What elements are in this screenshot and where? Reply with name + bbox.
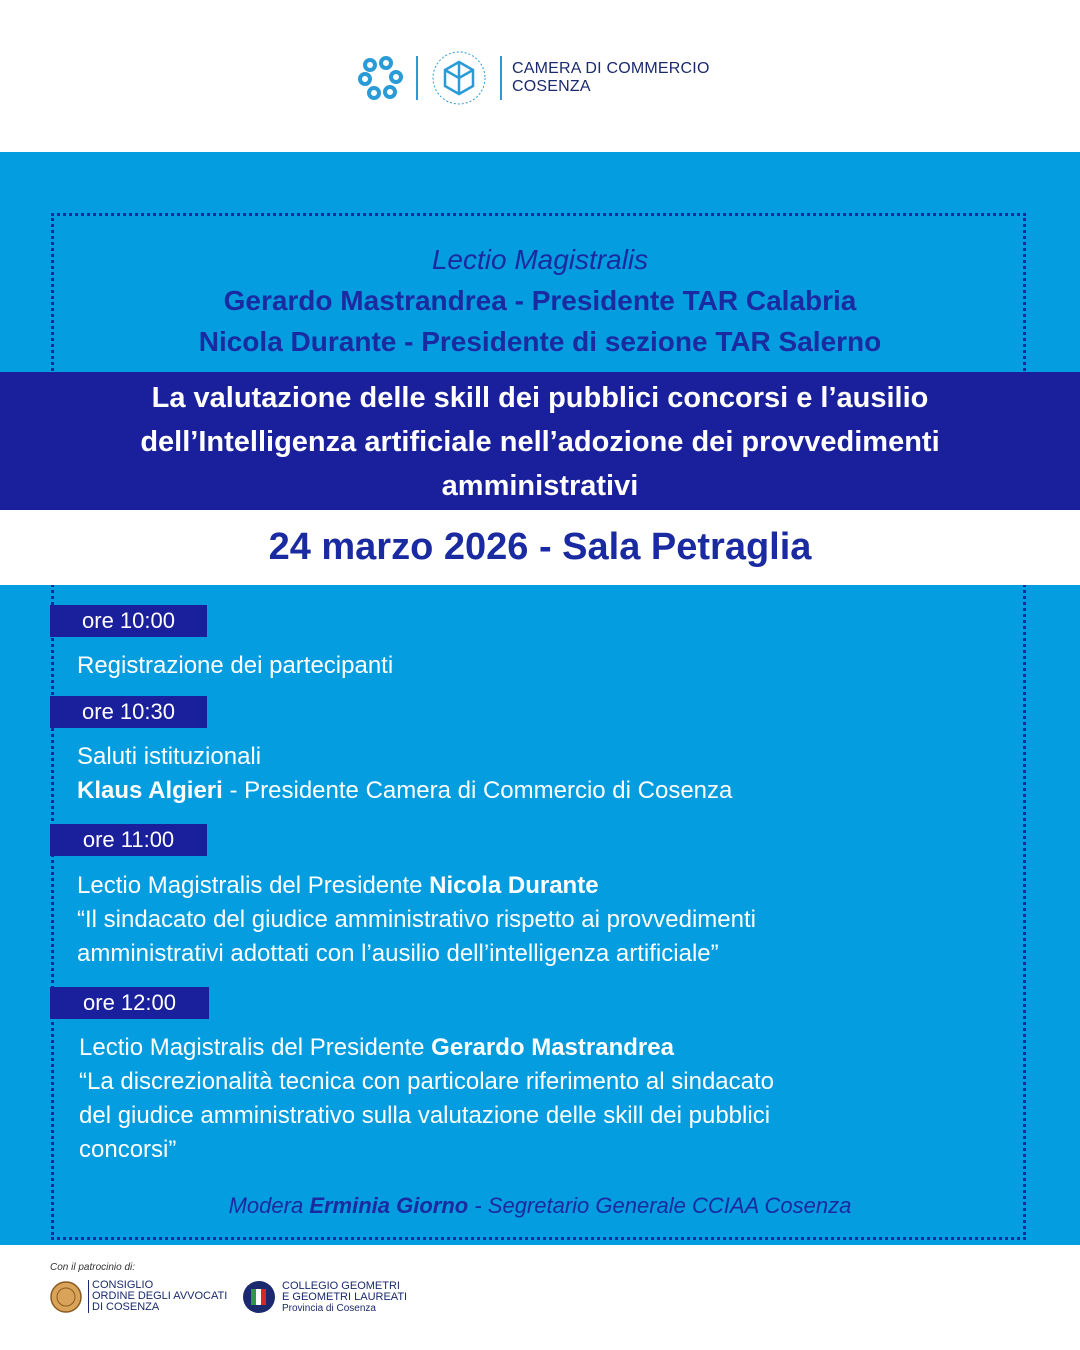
- sponsor-avvocati: [50, 1280, 227, 1313]
- schedule-text-1000: Registrazione dei partecipanti: [77, 652, 394, 679]
- greeting-speaker: [77, 774, 732, 808]
- quote-line-1: “Il sindacato del giudice amministrativo rispetto ai provvedimenti: [77, 906, 756, 933]
- date-venue: 24 marzo 2026 - Sala Petraglia: [0, 510, 1080, 585]
- lectio-prefix: Lectio Magistralis del Presidente: [77, 872, 430, 899]
- avvocati-text: [88, 1280, 227, 1313]
- geometri-seal-icon: [242, 1280, 276, 1314]
- logo-text: [512, 60, 710, 96]
- cciaa-swirl-icon: [356, 53, 406, 103]
- schedule-text-1030: [77, 740, 732, 808]
- speaker-name: Nicola Durante: [429, 872, 599, 899]
- schedule-text-1100: [77, 869, 756, 971]
- sponsor-geometri: [242, 1280, 407, 1314]
- quote-line-3: concorsi”: [79, 1136, 177, 1163]
- patronage-label: Con il patrocinio di:: [50, 1262, 136, 1273]
- geometri-text: [282, 1281, 407, 1314]
- avvocati-line-3: DI COSENZA: [92, 1301, 160, 1313]
- avvocati-line-2: ORDINE DEGLI AVVOCATI: [92, 1290, 228, 1302]
- intro-title: Lectio Magistralis: [431, 244, 649, 275]
- logo-line-1: CAMERA DI COMMERCIO: [512, 60, 710, 77]
- geometri-line-1: COLLEGIO GEOMETRI: [282, 1279, 400, 1292]
- lectio-line: [79, 1031, 774, 1065]
- time-tag-1100: ore 11:00: [50, 824, 207, 856]
- avvocati-line-1: CONSIGLIO: [92, 1279, 154, 1291]
- greeting-line: Saluti istituzionali: [77, 743, 262, 770]
- time-tag-1000: ore 10:00: [50, 605, 207, 637]
- camera-commercio-logo: [356, 52, 710, 104]
- speaker-line-2: Nicola Durante - Presidente di sezione TAR Salerno: [198, 326, 882, 357]
- moderator-name: Erminia Giorno: [309, 1193, 469, 1218]
- intro-block: [0, 240, 1080, 362]
- schedule-text-1200: [79, 1031, 774, 1167]
- event-title-line-3: amministrativi: [441, 470, 639, 502]
- event-title-line-2: dell’Intelligenza artificiale nell’adozione dei provvedimenti: [140, 426, 940, 458]
- cosenza-seal-icon: [428, 50, 490, 106]
- moderator-line: [0, 1193, 1080, 1219]
- lectio-prefix: Lectio Magistralis del Presidente: [79, 1034, 432, 1061]
- avvocati-seal-icon: [50, 1281, 82, 1313]
- quote-line-2: del giudice amministrativo sulla valutazione delle skill dei pubblici: [79, 1102, 771, 1129]
- logo-separator: [416, 56, 418, 100]
- moderator-prefix: Modera: [228, 1193, 310, 1218]
- geometri-line-3: Provincia di Cosenza: [282, 1302, 376, 1314]
- quote-line-2: amministrativi adottati con l’ausilio dell’intelligenza artificiale”: [77, 940, 719, 967]
- geometri-line-2: E GEOMETRI LAUREATI: [282, 1290, 408, 1303]
- logo-line-2: COSENZA: [512, 78, 591, 95]
- moderator-role: - Segretario Generale CCIAA Cosenza: [468, 1193, 852, 1218]
- logo-separator: [500, 56, 502, 100]
- time-tag-1030: ore 10:30: [50, 696, 207, 728]
- speaker-role: - Presidente Camera di Commercio di Cosenza: [222, 777, 733, 804]
- event-title-banner: [0, 372, 1080, 510]
- speaker-line-1: Gerardo Mastrandrea - Presidente TAR Calabria: [223, 285, 857, 316]
- time-tag-1200: ore 12:00: [50, 987, 209, 1019]
- speaker-name: Gerardo Mastrandrea: [431, 1034, 674, 1061]
- header: [0, 0, 1080, 152]
- quote-line-1: “La discrezionalità tecnica con particolare riferimento al sindacato: [79, 1068, 775, 1095]
- event-title-line-1: La valutazione delle skill dei pubblici concorsi e l’ausilio: [151, 382, 929, 414]
- lectio-line: [77, 869, 756, 903]
- speaker-name: Klaus Algieri: [77, 777, 223, 804]
